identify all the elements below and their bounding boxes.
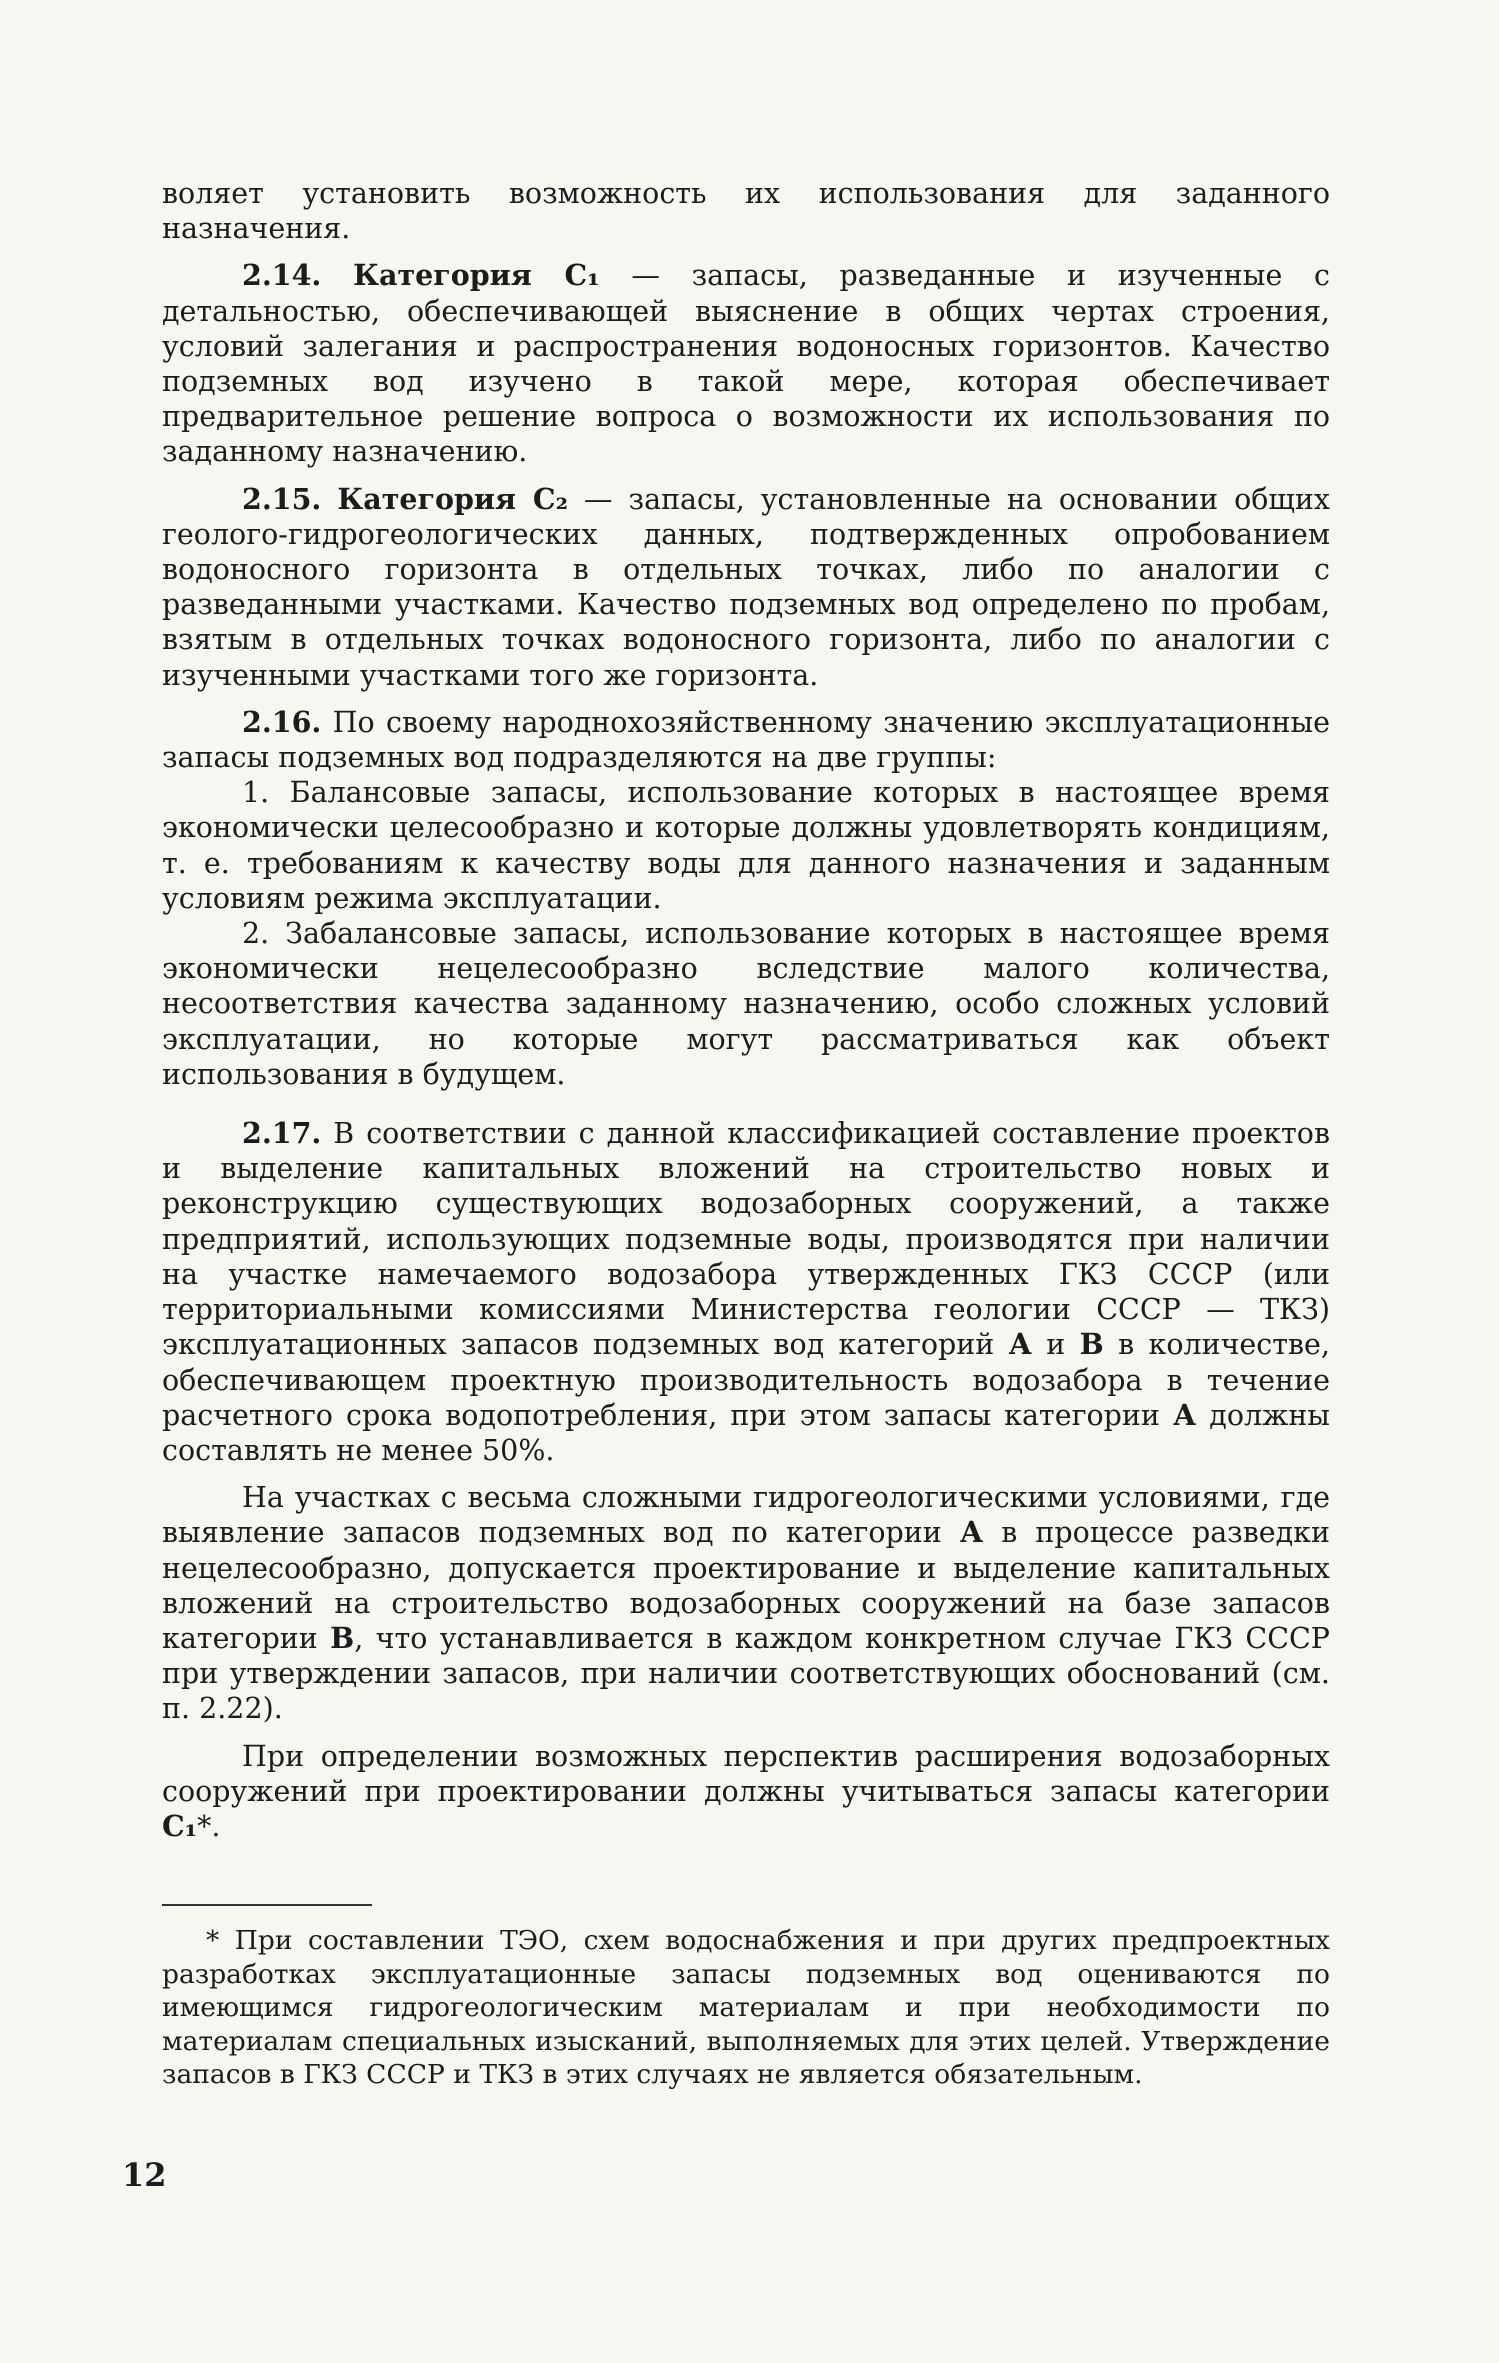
section-number: 2.17.	[242, 1116, 322, 1151]
category-letter: В	[1079, 1327, 1104, 1362]
category-letter: А	[959, 1515, 984, 1550]
paragraph-text: , что устанавливается в каждом конкретном случае ГКЗ СССР при утверждении запасов, при наличии соответствующих обоснований (см. п. 2.22).	[162, 1621, 1330, 1726]
paragraph-text: — запасы, разведанные и изученные с детальностью, обеспечивающей выяснение в общих чертах строения, условий залегания и распространения водоносных горизонтов. Качество подземных вод изучено в такой мере, которая обеспечивает предварительное решение вопроса о возможности их использования по заданному назначению.	[162, 259, 1330, 469]
section-number: 2.14.	[242, 258, 322, 293]
paragraph-text: в количестве, обеспечивающем проектную производительность водозабора в течение расчетного срока водопотребления, при этом запасы категории	[162, 1328, 1330, 1432]
list-item-balance: 1. Балансовые запасы, использование которых в настоящее время экономически целесообразно и которые должны удовлетворять кондициям, т. е. требованиям к качеству воды для данного назначения и заданным условиям режима эксплуатации.	[162, 776, 1330, 915]
paragraph-2-16	[162, 705, 1330, 775]
section-number: 2.15.	[242, 481, 322, 516]
paragraph-continuation: воляет установить возможность их использования для заданного назначения.	[162, 177, 1330, 246]
paragraph-prospects	[162, 1739, 1330, 1845]
category-term: Категория С₁	[353, 258, 600, 293]
paragraph-text: На участках с весьма сложными гидрогеологическими условиями, где выявление запасов подземных вод по категории	[162, 1481, 1330, 1550]
footnote	[162, 1924, 1330, 2092]
paragraph-2-14	[162, 258, 1330, 469]
footnote-mark: *.	[197, 1809, 221, 1843]
footnote-text: * При составлении ТЭО, схем водоснабжения и при других предпроектных разработках эксплуатационные запасы подземных вод оцениваются по имеющимся гидрогеологическим материалам и при необходимости по материалам специальных изысканий, выполняемых для этих целей. Утверждение запасов в ГКЗ СССР и ТКЗ в этих случаях не является обязательным.	[162, 1925, 1330, 2090]
paragraph-text: — запасы, установленные на основании общих геолого-гидрогеологических данных, подтвержденных опробованием водоносного горизонта в отдельных точках, либо по аналогии с разведанными участками. Качество подземных вод определено по пробам, взятым в отдельных точках водоносного горизонта, либо по аналогии с изученными участками того же горизонта.	[162, 482, 1330, 692]
footnote-divider	[162, 1904, 372, 1906]
paragraph-2-17	[162, 1116, 1330, 1468]
category-letter: А	[1172, 1397, 1197, 1432]
category-letter: С₁	[162, 1808, 198, 1843]
paragraph-2-15	[162, 482, 1330, 693]
category-term: Категория С₂	[337, 481, 569, 516]
paragraph-text: При определении возможных перспектив расширения водозаборных сооружений при проектировании должны учитываться запасы категории	[162, 1739, 1330, 1808]
paragraph-text: в процессе разведки нецелесообразно, допускается проектирование и выделение капитальных вложений на строительство водозаборных сооружений на базе запасов категории	[162, 1516, 1330, 1655]
paragraph-text: В соответствии с данной классификацией составление проектов и выделение капитальных вложений на строительство новых и реконструкцию существующих водозаборных сооружений, а также предприятий, использующих подземные воды, производятся при наличии на участке намечаемого водозабора утвержденных ГКЗ СССР (или территориальными комиссиями Министерства геологии СССР — ТКЗ) эксплуатационных запасов подземных вод категорий	[162, 1117, 1330, 1362]
section-number: 2.16.	[242, 704, 322, 739]
page-number: 12	[122, 2156, 167, 2194]
paragraph-text: должны составлять не менее 50%.	[162, 1398, 1330, 1467]
category-letter: А	[1008, 1327, 1032, 1362]
body-text	[162, 176, 1330, 1844]
paragraph-complex-conditions	[162, 1480, 1330, 1726]
paragraph-text: и	[1031, 1328, 1080, 1362]
list-item-offbalance: 2. Забалансовые запасы, использование которых в настоящее время экономически нецелесообразно вследствие малого количества, несоответствия качества заданному назначению, особо сложных условий эксплуатации, но которые могут рассматриваться как объект использования в будущем.	[162, 917, 1330, 1091]
paragraph-text: По своему народнохозяйственному значению эксплуатационные запасы подземных вод подразделяются на две группы:	[162, 705, 1330, 775]
category-letter: В	[330, 1620, 355, 1655]
